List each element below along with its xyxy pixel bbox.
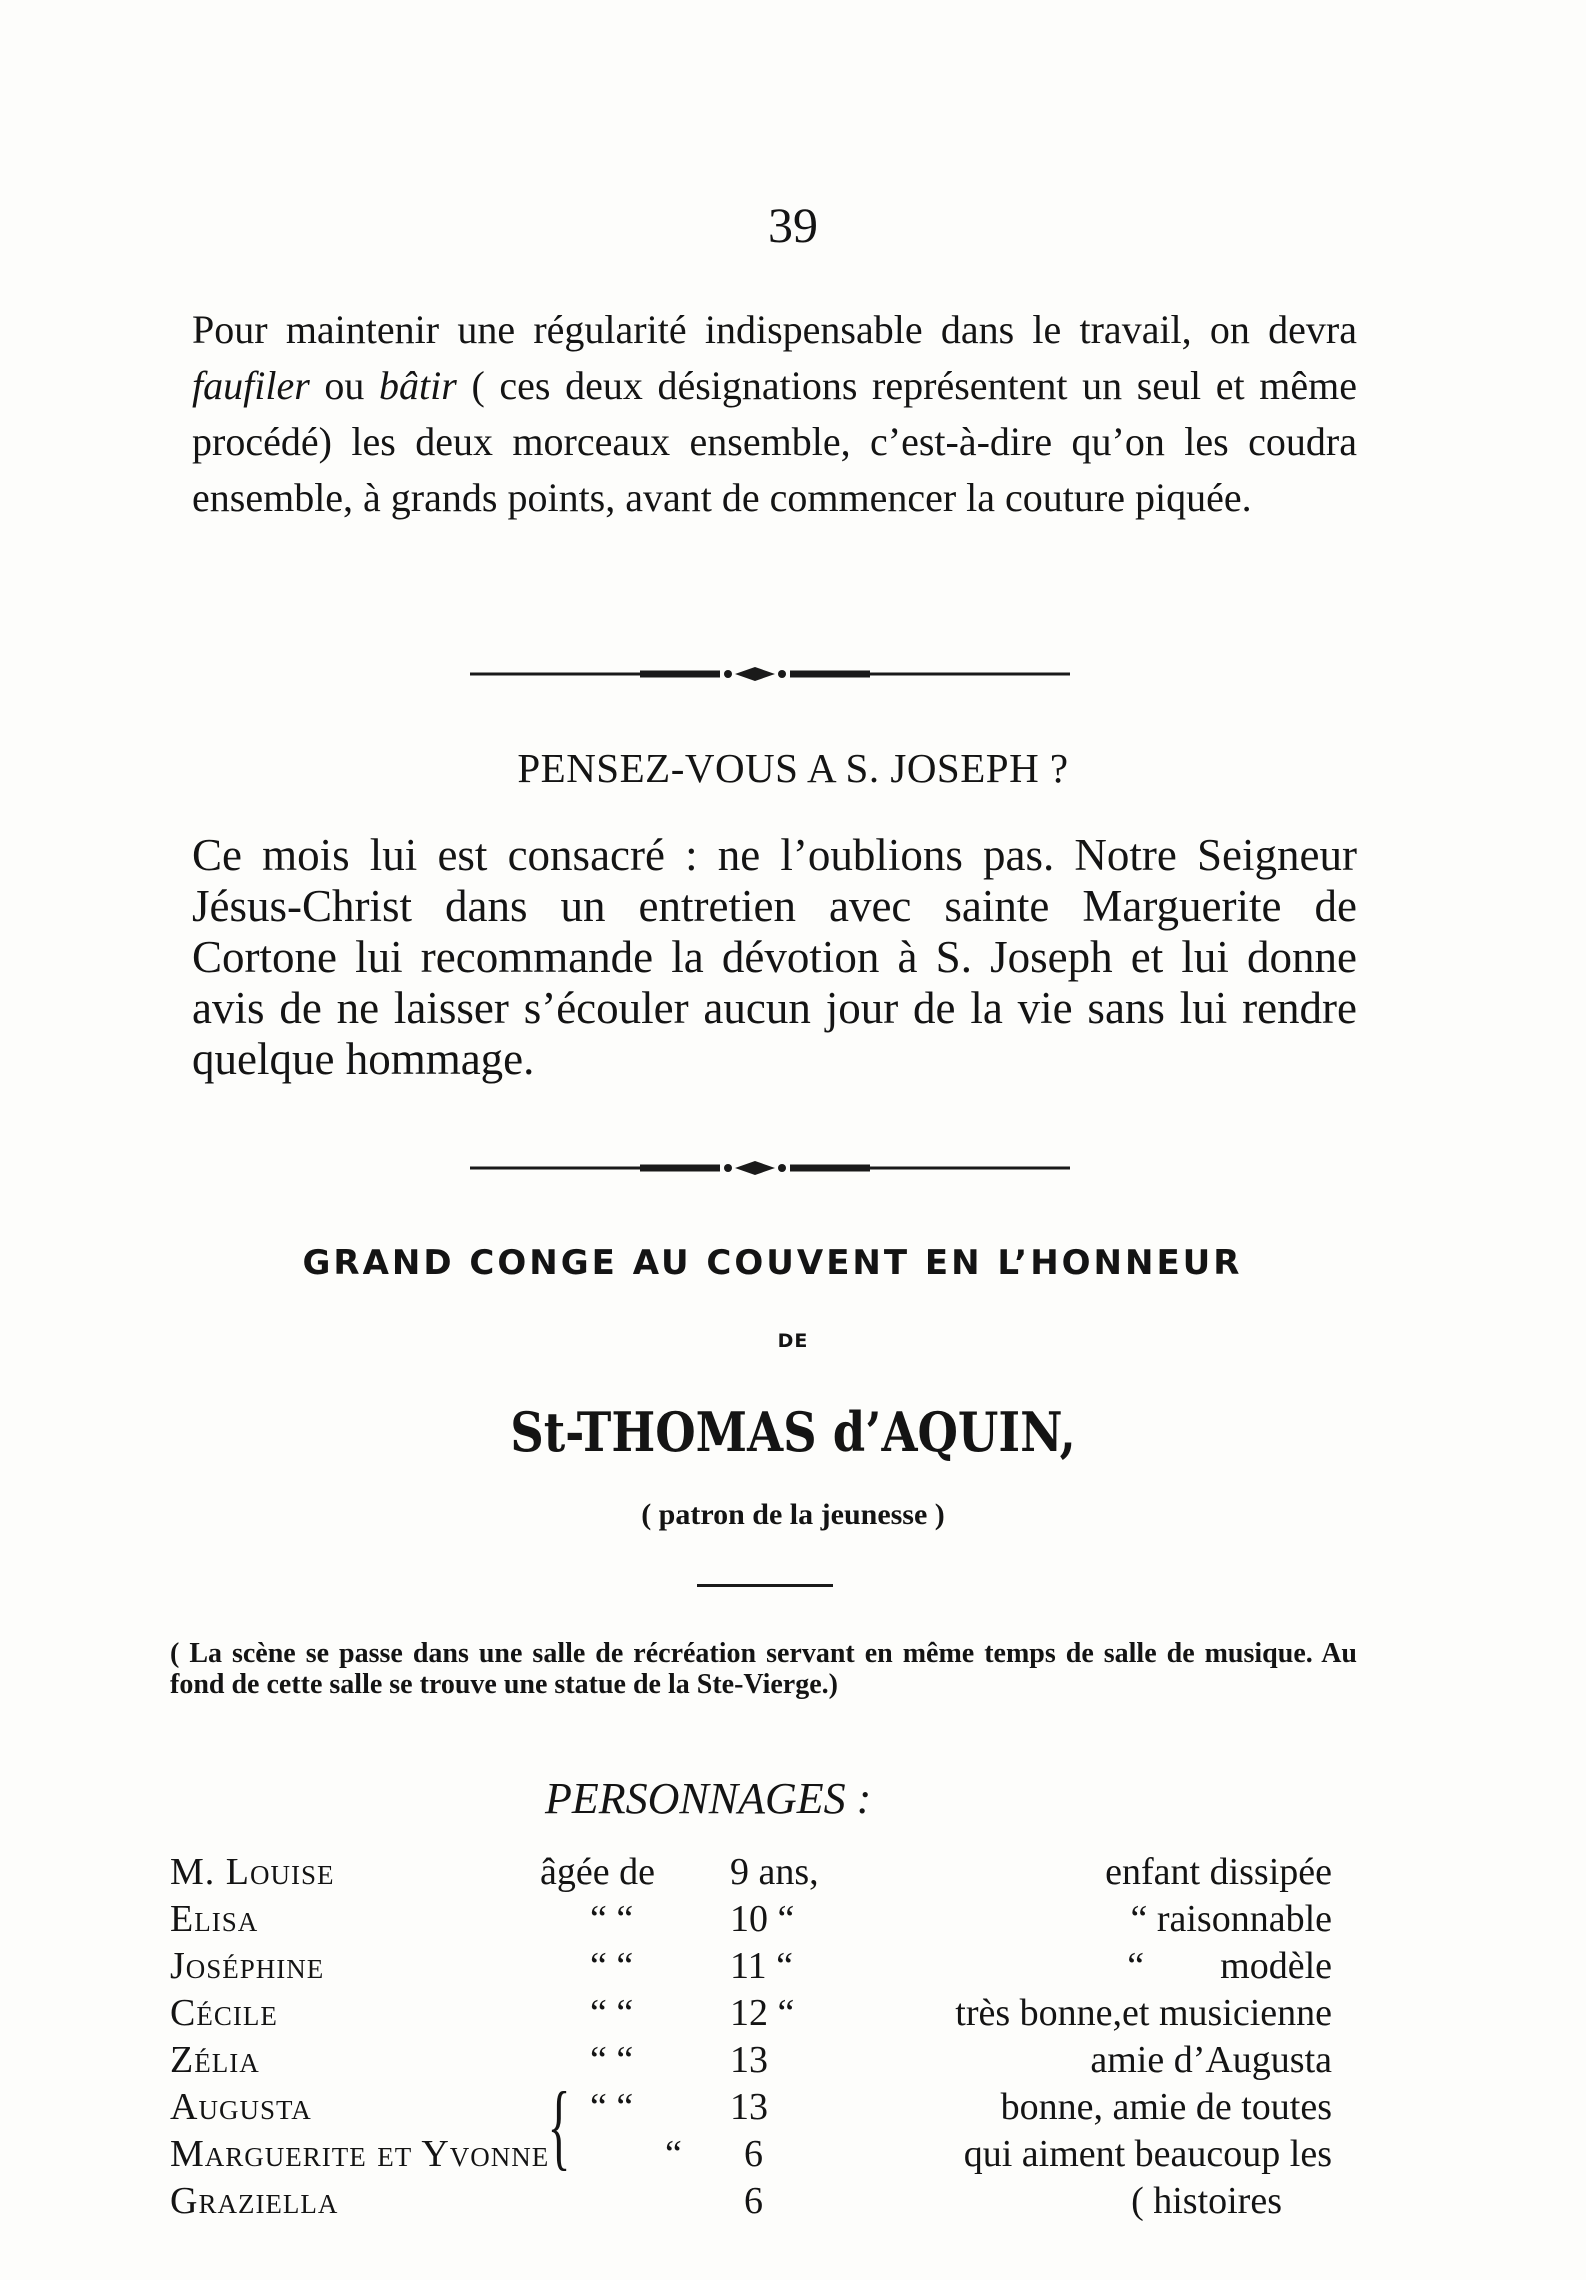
para1-text-b: ou [309,363,380,408]
cast-description: bonne, amie de toutes [1000,2086,1332,2128]
cast-row [170,1991,1360,2038]
cast-number: 9 ans, [730,1851,819,1893]
cast-number: 12 “ [730,1992,795,2034]
cast-description: “ modèle [1127,1945,1332,1987]
cast-description: amie d’Augusta [1090,2039,1332,2081]
cast-name: Joséphine [170,1945,325,1987]
cast-description: “ raisonnable [1130,1898,1332,1940]
cast-number: 6 [744,2180,763,2222]
cast-name: M. Louise [170,1851,335,1893]
cast-description: ( histoires [1131,2180,1282,2222]
para1-text-c: ( ces deux désignations représentent un seul et même procédé) les deux morceaux ensemble, c’est-à-dire qu’on les coudra ensemble, à grands points, avant de commencer la couture piquée. [192,363,1358,520]
ornamental-divider-1 [470,664,1070,684]
cast-number: 13 [730,2086,768,2128]
cast-age: “ “ [590,1898,634,1940]
cast-row [170,2132,1360,2179]
para1-text-a: Pour maintenir une régularité indispensable dans le travail, on devra [192,307,1357,352]
cast-name: Graziella [170,2180,339,2222]
cast-age: “ [665,2133,682,2175]
cast-number: 13 [730,2039,768,2081]
cast-age: “ “ [590,1945,634,1987]
short-divider [697,1584,833,1587]
cast-row [170,2179,1360,2226]
heading-de: DE [777,1330,809,1352]
heading-patron: ( patron de la jeunesse ) [641,1498,945,1531]
cast-name: Augusta [170,2086,312,2128]
cast-description: qui aiment beaucoup les [963,2133,1332,2175]
heading-grand-conge: GRAND CONGE AU COUVENT EN L’HONNEUR [302,1243,1243,1283]
cast-name: Cécile [170,1992,278,2034]
paragraph-faufiler [192,302,1357,526]
cast-row [170,2085,1360,2132]
cast-age: “ “ [590,1992,634,2034]
cast-row [170,1944,1360,1991]
ornamental-divider-2 [470,1158,1070,1178]
cast-row [170,1850,1360,1897]
cast-number: 10 “ [730,1898,795,1940]
cast-number: 6 [744,2133,763,2175]
cast-description: très bonne,et musicienne [955,1992,1332,2034]
cast-name: Zélia [170,2039,260,2081]
brace-symbol: { [547,2072,571,2179]
cast-row [170,1897,1360,1944]
paragraph-saint-joseph: Ce mois lui est consacré : ne l’oublions pas. Notre Seigneur Jésus-Christ dans un entretien avec sainte Marguerite de Cortone lui recommande la dévotion à S. Joseph et lui donne avis de ne laisser s’écouler aucun jour de la vie sans lui rendre quelque hommage. [192,830,1357,1084]
cast-name: Marguerite et Yvonne [170,2133,550,2175]
para1-italic-batir: bâtir [379,363,457,408]
cast-description: enfant dissipée [1105,1851,1332,1893]
cast-row [170,2038,1360,2085]
cast-list [170,1850,1360,2226]
cast-age: âgée de [540,1851,655,1893]
cast-age: “ “ [590,2086,634,2128]
heading-saint-joseph: PENSEZ-VOUS A S. JOSEPH ? [517,745,1069,791]
cast-number: 11 “ [730,1945,793,1987]
cast-age: “ “ [590,2039,634,2081]
para1-italic-faufiler: faufiler [192,363,310,408]
heading-st-thomas: St-THOMAS d’AQUIN, [510,1400,1076,1464]
heading-personnages: PERSONNAGES : [545,1774,872,1823]
stage-direction: ( La scène se passe dans une salle de récréation servant en même temps de salle de musique. Au fond de cette salle se trouve une statue de la Ste-Vierge.) [170,1638,1357,1700]
cast-name: Elisa [170,1898,259,1940]
page-number: 39 [768,197,818,253]
